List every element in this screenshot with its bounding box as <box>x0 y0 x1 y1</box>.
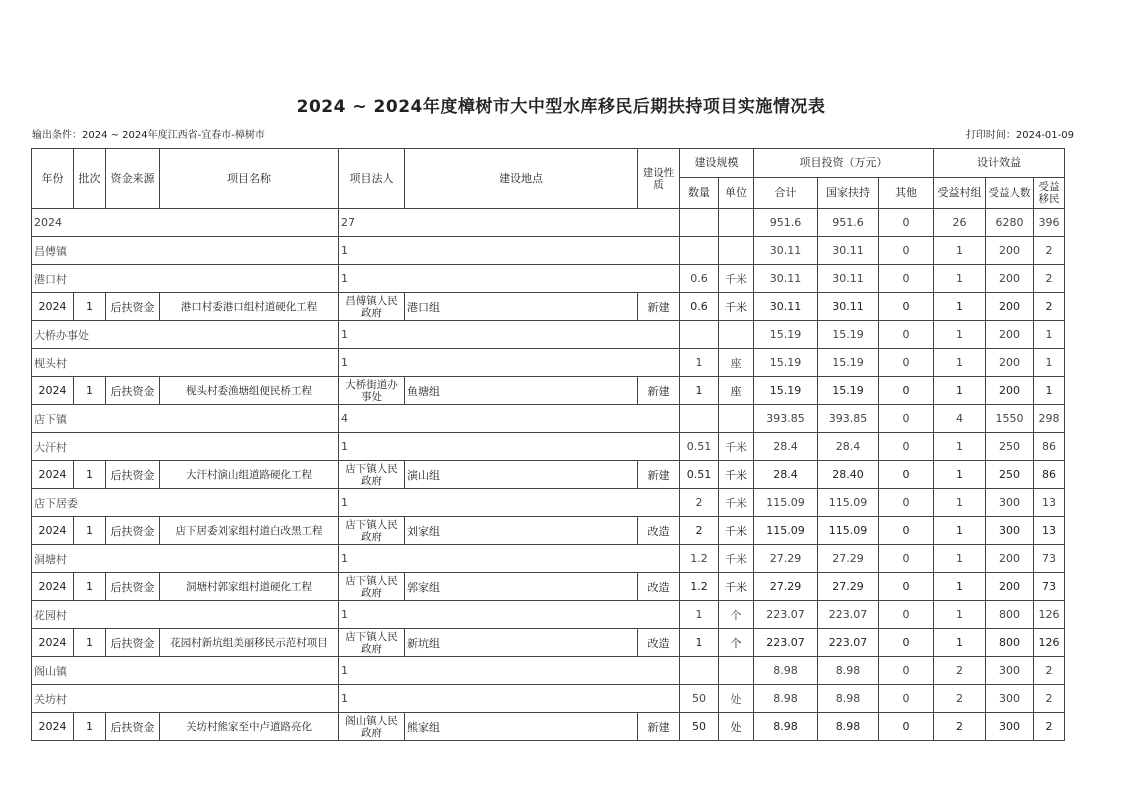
cell-fund: 后扶资金 <box>106 517 160 545</box>
cell-people: 300 <box>986 685 1034 713</box>
cell-unit: 座 <box>719 349 754 377</box>
cell-unit: 千米 <box>719 265 754 293</box>
header-villages: 受益村组 <box>934 178 986 209</box>
cell-location: 熊家组 <box>405 713 638 741</box>
cell-villages: 1 <box>934 349 986 377</box>
cell-migrants: 2 <box>1034 685 1065 713</box>
cell-migrants: 396 <box>1034 209 1065 237</box>
cell-migrants: 73 <box>1034 573 1065 601</box>
cell-migrants: 2 <box>1034 713 1065 741</box>
table-body <box>32 209 1065 741</box>
cell-quantity <box>680 209 719 237</box>
cell-nature: 新建 <box>638 293 680 321</box>
summary-count: 1 <box>339 489 680 517</box>
cell-year: 2024 <box>32 377 74 405</box>
project-row <box>32 629 1065 657</box>
cell-villages: 1 <box>934 237 986 265</box>
header-investment: 项目投资（万元） <box>754 149 934 178</box>
cell-villages: 1 <box>934 377 986 405</box>
cell-people: 300 <box>986 517 1034 545</box>
cell-other: 0 <box>879 657 934 685</box>
header-nature: 建设性质 <box>638 149 680 209</box>
cell-fund: 后扶资金 <box>106 461 160 489</box>
cell-project-name: 洞塘村郭家组村道硬化工程 <box>160 573 339 601</box>
cell-unit <box>719 209 754 237</box>
summary-label: 大汗村 <box>32 433 339 461</box>
cell-villages: 1 <box>934 461 986 489</box>
cell-migrants: 298 <box>1034 405 1065 433</box>
cell-nature: 新建 <box>638 461 680 489</box>
summary-label: 花园村 <box>32 601 339 629</box>
header-people: 受益人数 <box>986 178 1034 209</box>
cell-legal-entity: 店下镇人民政府 <box>339 517 405 545</box>
project-row <box>32 461 1065 489</box>
cell-other: 0 <box>879 685 934 713</box>
cell-location: 郭家组 <box>405 573 638 601</box>
cell-people: 800 <box>986 601 1034 629</box>
cell-year: 2024 <box>32 461 74 489</box>
cell-unit: 个 <box>719 601 754 629</box>
cell-batch: 1 <box>74 517 106 545</box>
summary-row <box>32 237 1065 265</box>
cell-batch: 1 <box>74 629 106 657</box>
cell-people: 200 <box>986 321 1034 349</box>
cell-national: 223.07 <box>818 601 879 629</box>
cell-villages: 1 <box>934 433 986 461</box>
cell-people: 200 <box>986 293 1034 321</box>
cell-villages: 1 <box>934 573 986 601</box>
summary-count: 1 <box>339 545 680 573</box>
project-row <box>32 293 1065 321</box>
cell-quantity: 0.51 <box>680 461 719 489</box>
header-migrants: 受益移民 <box>1034 178 1065 209</box>
header-total: 合计 <box>754 178 818 209</box>
cell-other: 0 <box>879 573 934 601</box>
cell-legal-entity: 店下镇人民政府 <box>339 573 405 601</box>
cell-total: 27.29 <box>754 573 818 601</box>
summary-count: 1 <box>339 685 680 713</box>
cell-migrants: 126 <box>1034 601 1065 629</box>
cell-other: 0 <box>879 461 934 489</box>
cell-total: 223.07 <box>754 629 818 657</box>
cell-migrants: 73 <box>1034 545 1065 573</box>
cell-total: 393.85 <box>754 405 818 433</box>
cell-quantity: 50 <box>680 713 719 741</box>
cell-villages: 1 <box>934 293 986 321</box>
header-unit: 单位 <box>719 178 754 209</box>
cell-migrants: 126 <box>1034 629 1065 657</box>
cell-migrants: 1 <box>1034 321 1065 349</box>
header-legal-entity: 项目法人 <box>339 149 405 209</box>
cell-national: 28.40 <box>818 461 879 489</box>
cell-people: 200 <box>986 237 1034 265</box>
cell-unit: 千米 <box>719 433 754 461</box>
cell-people: 1550 <box>986 405 1034 433</box>
cell-villages: 2 <box>934 657 986 685</box>
cell-fund: 后扶资金 <box>106 573 160 601</box>
summary-label: 大桥办事处 <box>32 321 339 349</box>
header-other: 其他 <box>879 178 934 209</box>
cell-unit: 千米 <box>719 573 754 601</box>
cell-other: 0 <box>879 489 934 517</box>
cell-villages: 1 <box>934 489 986 517</box>
cell-nature: 改造 <box>638 517 680 545</box>
cell-villages: 1 <box>934 545 986 573</box>
cell-quantity: 2 <box>680 489 719 517</box>
cell-people: 200 <box>986 573 1034 601</box>
cell-unit <box>719 321 754 349</box>
cell-other: 0 <box>879 601 934 629</box>
cell-people: 300 <box>986 657 1034 685</box>
table-header <box>32 149 1065 209</box>
summary-count: 1 <box>339 433 680 461</box>
cell-total: 115.09 <box>754 517 818 545</box>
header-scale: 建设规模 <box>680 149 754 178</box>
cell-people: 200 <box>986 349 1034 377</box>
cell-total: 951.6 <box>754 209 818 237</box>
report-title: 2024 ~ 2024年度樟树市大中型水库移民后期扶持项目实施情况表 <box>296 97 826 117</box>
cell-people: 200 <box>986 265 1034 293</box>
cell-national: 30.11 <box>818 265 879 293</box>
cell-location: 港口组 <box>405 293 638 321</box>
project-row <box>32 377 1065 405</box>
cell-total: 8.98 <box>754 657 818 685</box>
cell-national: 951.6 <box>818 209 879 237</box>
print-time: 打印时间：2024-01-09 <box>965 130 1074 141</box>
cell-people: 300 <box>986 489 1034 517</box>
cell-people: 800 <box>986 629 1034 657</box>
cell-other: 0 <box>879 321 934 349</box>
cell-national: 27.29 <box>818 545 879 573</box>
cell-legal-entity: 昌傅镇人民政府 <box>339 293 405 321</box>
cell-migrants: 2 <box>1034 657 1065 685</box>
cell-other: 0 <box>879 713 934 741</box>
cell-quantity: 0.51 <box>680 433 719 461</box>
cell-migrants: 86 <box>1034 433 1065 461</box>
project-table <box>31 148 1065 741</box>
cell-year: 2024 <box>32 573 74 601</box>
summary-row <box>32 405 1065 433</box>
cell-total: 27.29 <box>754 545 818 573</box>
cell-unit <box>719 405 754 433</box>
cell-project-name: 店下居委刘家组村道白改黑工程 <box>160 517 339 545</box>
cell-national: 15.19 <box>818 321 879 349</box>
cell-year: 2024 <box>32 293 74 321</box>
cell-year: 2024 <box>32 629 74 657</box>
cell-migrants: 1 <box>1034 377 1065 405</box>
cell-total: 8.98 <box>754 713 818 741</box>
header-location: 建设地点 <box>405 149 638 209</box>
cell-total: 28.4 <box>754 433 818 461</box>
cell-quantity: 0.6 <box>680 265 719 293</box>
cell-total: 8.98 <box>754 685 818 713</box>
summary-count: 1 <box>339 321 680 349</box>
project-row <box>32 713 1065 741</box>
cell-fund: 后扶资金 <box>106 629 160 657</box>
cell-migrants: 2 <box>1034 237 1065 265</box>
project-row <box>32 573 1065 601</box>
cell-unit: 处 <box>719 685 754 713</box>
summary-count: 1 <box>339 657 680 685</box>
header-fund: 资金来源 <box>106 149 160 209</box>
summary-label: 洞塘村 <box>32 545 339 573</box>
cell-project-name: 关坊村熊家至中卢道路亮化 <box>160 713 339 741</box>
cell-total: 15.19 <box>754 377 818 405</box>
cell-total: 15.19 <box>754 321 818 349</box>
header-year: 年份 <box>32 149 74 209</box>
header-quantity: 数量 <box>680 178 719 209</box>
cell-quantity: 50 <box>680 685 719 713</box>
cell-legal-entity: 店下镇人民政府 <box>339 461 405 489</box>
summary-label: 店下镇 <box>32 405 339 433</box>
cell-people: 300 <box>986 713 1034 741</box>
cell-unit: 千米 <box>719 489 754 517</box>
cell-migrants: 86 <box>1034 461 1065 489</box>
cell-project-name: 大汗村演山组道路硬化工程 <box>160 461 339 489</box>
summary-count: 27 <box>339 209 680 237</box>
cell-people: 200 <box>986 377 1034 405</box>
summary-count: 4 <box>339 405 680 433</box>
summary-row <box>32 321 1065 349</box>
cell-other: 0 <box>879 237 934 265</box>
summary-label: 枧头村 <box>32 349 339 377</box>
cell-national: 28.4 <box>818 433 879 461</box>
cell-batch: 1 <box>74 293 106 321</box>
cell-year: 2024 <box>32 517 74 545</box>
cell-batch: 1 <box>74 713 106 741</box>
cell-unit: 处 <box>719 713 754 741</box>
summary-row <box>32 489 1065 517</box>
cell-unit <box>719 657 754 685</box>
cell-total: 28.4 <box>754 461 818 489</box>
cell-quantity <box>680 237 719 265</box>
cell-other: 0 <box>879 545 934 573</box>
cell-nature: 新建 <box>638 713 680 741</box>
cell-other: 0 <box>879 629 934 657</box>
summary-row <box>32 601 1065 629</box>
header-project-name: 项目名称 <box>160 149 339 209</box>
cell-quantity: 2 <box>680 517 719 545</box>
summary-row <box>32 433 1065 461</box>
cell-unit: 千米 <box>719 545 754 573</box>
summary-label: 关坊村 <box>32 685 339 713</box>
cell-migrants: 2 <box>1034 265 1065 293</box>
cell-national: 393.85 <box>818 405 879 433</box>
cell-other: 0 <box>879 349 934 377</box>
cell-national: 8.98 <box>818 657 879 685</box>
cell-villages: 1 <box>934 601 986 629</box>
cell-project-name: 港口村委港口组村道硬化工程 <box>160 293 339 321</box>
cell-people: 250 <box>986 433 1034 461</box>
cell-villages: 1 <box>934 517 986 545</box>
cell-other: 0 <box>879 405 934 433</box>
summary-row <box>32 349 1065 377</box>
cell-migrants: 1 <box>1034 349 1065 377</box>
cell-quantity: 0.6 <box>680 293 719 321</box>
cell-location: 新坑组 <box>405 629 638 657</box>
cell-national: 15.19 <box>818 377 879 405</box>
cell-national: 27.29 <box>818 573 879 601</box>
cell-unit: 个 <box>719 629 754 657</box>
cell-unit <box>719 237 754 265</box>
summary-row <box>32 265 1065 293</box>
cell-legal-entity: 店下镇人民政府 <box>339 629 405 657</box>
cell-quantity <box>680 321 719 349</box>
cell-national: 30.11 <box>818 237 879 265</box>
output-condition: 输出条件：2024 ~ 2024年度江西省-宜春市-樟树市 <box>32 130 265 141</box>
cell-migrants: 13 <box>1034 489 1065 517</box>
header-national: 国家扶持 <box>818 178 879 209</box>
cell-quantity <box>680 657 719 685</box>
cell-location: 演山组 <box>405 461 638 489</box>
summary-row <box>32 657 1065 685</box>
cell-quantity: 1 <box>680 377 719 405</box>
cell-national: 30.11 <box>818 293 879 321</box>
cell-unit: 座 <box>719 377 754 405</box>
header-batch: 批次 <box>74 149 106 209</box>
cell-quantity: 1 <box>680 601 719 629</box>
summary-count: 1 <box>339 349 680 377</box>
cell-unit: 千米 <box>719 517 754 545</box>
cell-villages: 1 <box>934 629 986 657</box>
cell-villages: 26 <box>934 209 986 237</box>
summary-count: 1 <box>339 265 680 293</box>
cell-quantity: 1 <box>680 349 719 377</box>
cell-batch: 1 <box>74 573 106 601</box>
cell-project-name: 枧头村委渔塘组便民桥工程 <box>160 377 339 405</box>
cell-people: 6280 <box>986 209 1034 237</box>
cell-national: 115.09 <box>818 517 879 545</box>
cell-villages: 4 <box>934 405 986 433</box>
cell-total: 15.19 <box>754 349 818 377</box>
cell-other: 0 <box>879 517 934 545</box>
cell-other: 0 <box>879 265 934 293</box>
cell-nature: 改造 <box>638 629 680 657</box>
cell-total: 30.11 <box>754 293 818 321</box>
cell-national: 8.98 <box>818 685 879 713</box>
cell-unit: 千米 <box>719 461 754 489</box>
cell-other: 0 <box>879 293 934 321</box>
cell-batch: 1 <box>74 461 106 489</box>
cell-other: 0 <box>879 377 934 405</box>
cell-other: 0 <box>879 209 934 237</box>
cell-villages: 1 <box>934 321 986 349</box>
cell-national: 223.07 <box>818 629 879 657</box>
summary-count: 1 <box>339 601 680 629</box>
cell-national: 15.19 <box>818 349 879 377</box>
summary-label: 2024 <box>32 209 339 237</box>
summary-count: 1 <box>339 237 680 265</box>
cell-quantity: 1.2 <box>680 545 719 573</box>
cell-total: 223.07 <box>754 601 818 629</box>
cell-villages: 2 <box>934 685 986 713</box>
cell-migrants: 2 <box>1034 293 1065 321</box>
cell-fund: 后扶资金 <box>106 713 160 741</box>
header-benefit: 设计效益 <box>934 149 1065 178</box>
cell-fund: 后扶资金 <box>106 293 160 321</box>
cell-legal-entity: 阁山镇人民政府 <box>339 713 405 741</box>
cell-nature: 改造 <box>638 573 680 601</box>
cell-total: 30.11 <box>754 237 818 265</box>
cell-location: 鱼塘组 <box>405 377 638 405</box>
cell-unit: 千米 <box>719 293 754 321</box>
cell-total: 115.09 <box>754 489 818 517</box>
cell-nature: 新建 <box>638 377 680 405</box>
summary-label: 昌傅镇 <box>32 237 339 265</box>
cell-year: 2024 <box>32 713 74 741</box>
summary-row <box>32 209 1065 237</box>
cell-legal-entity: 大桥街道办事处 <box>339 377 405 405</box>
cell-people: 200 <box>986 545 1034 573</box>
cell-location: 刘家组 <box>405 517 638 545</box>
summary-row <box>32 545 1065 573</box>
cell-quantity <box>680 405 719 433</box>
summary-label: 阁山镇 <box>32 657 339 685</box>
cell-other: 0 <box>879 433 934 461</box>
summary-label: 港口村 <box>32 265 339 293</box>
cell-villages: 2 <box>934 713 986 741</box>
cell-villages: 1 <box>934 265 986 293</box>
summary-label: 店下居委 <box>32 489 339 517</box>
cell-national: 8.98 <box>818 713 879 741</box>
cell-quantity: 1 <box>680 629 719 657</box>
cell-migrants: 13 <box>1034 517 1065 545</box>
summary-row <box>32 685 1065 713</box>
cell-people: 250 <box>986 461 1034 489</box>
cell-batch: 1 <box>74 377 106 405</box>
cell-national: 115.09 <box>818 489 879 517</box>
cell-total: 30.11 <box>754 265 818 293</box>
cell-fund: 后扶资金 <box>106 377 160 405</box>
project-row <box>32 517 1065 545</box>
cell-quantity: 1.2 <box>680 573 719 601</box>
cell-project-name: 花园村新坑组美丽移民示范村项目 <box>160 629 339 657</box>
